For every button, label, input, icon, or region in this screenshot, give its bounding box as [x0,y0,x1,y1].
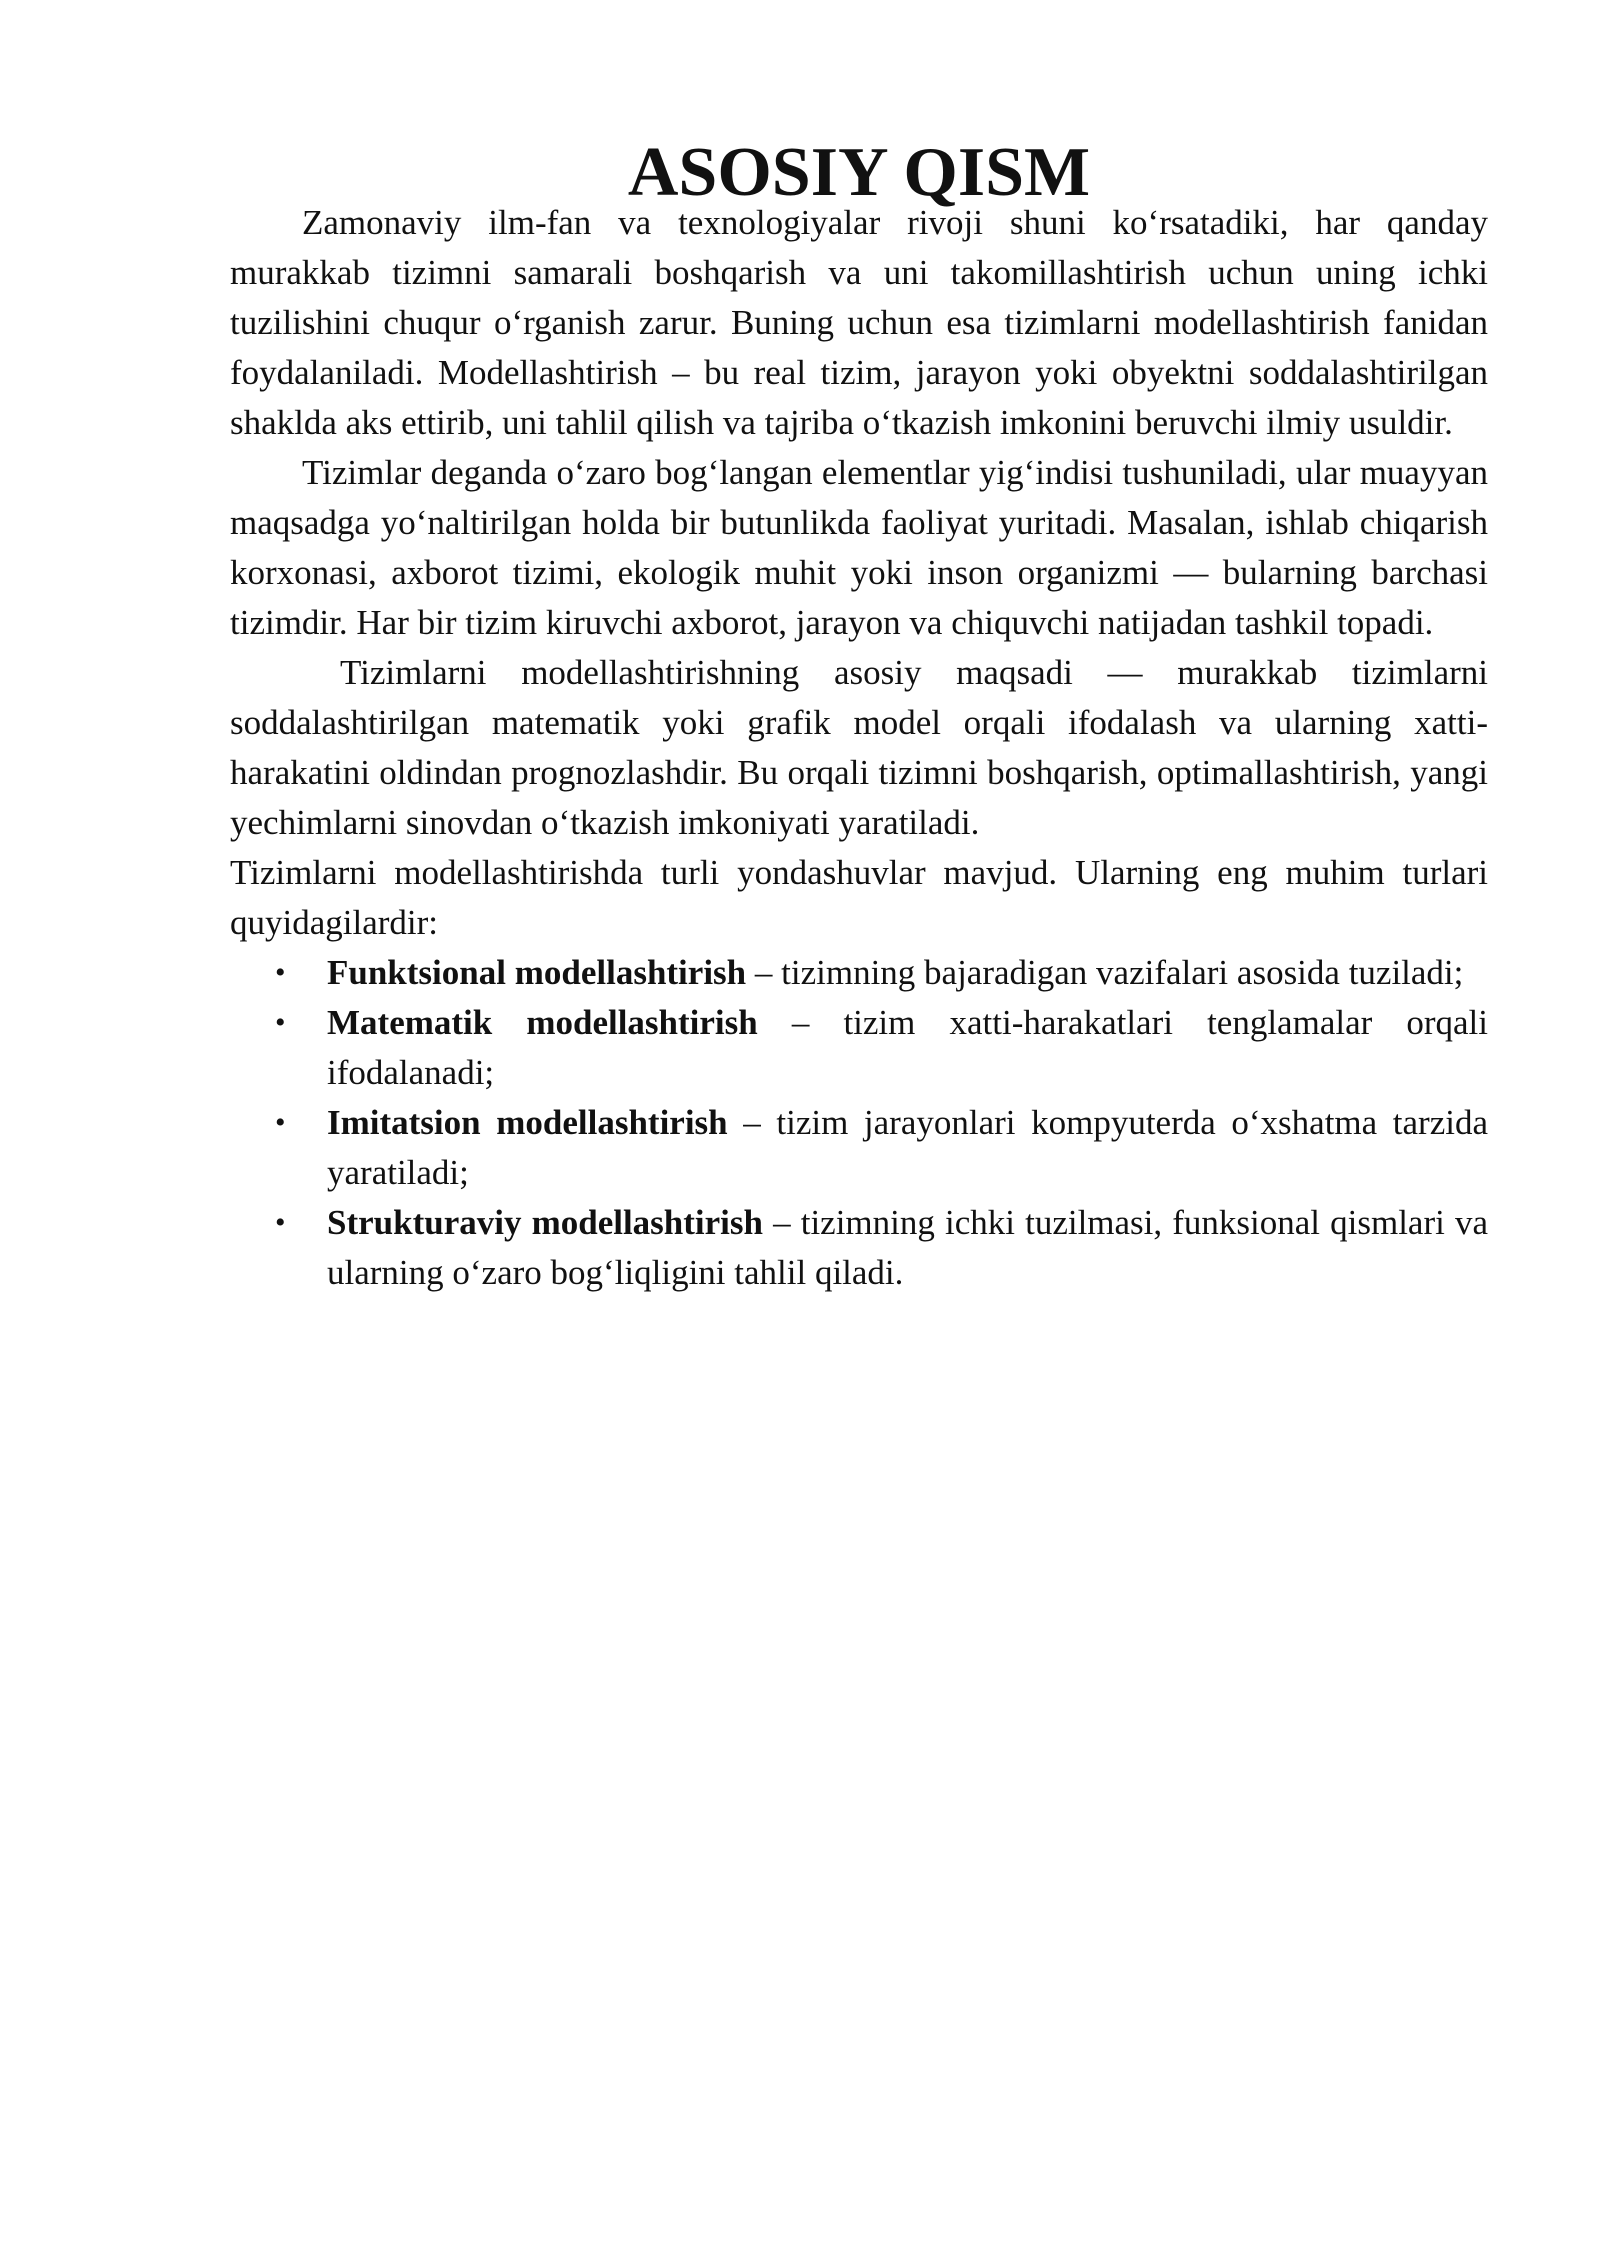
document-page [230,134,1489,1298]
bullet-icon: • [275,956,286,989]
list-item-text: – tizimning ichki tuzilmasi, funksional qismlari va ularning o‘zaro bog‘liqligini tahlil qiladi. [327,1203,1488,1292]
list-item [230,1198,1488,1298]
bullet-icon: • [275,1006,286,1039]
list-item [230,948,1488,998]
list-item-term: Funktsional modellashtirish [327,953,747,992]
paragraph-intro: Zamonaviy ilm-fan va texnologiyalar rivoji shuni ko‘rsatadiki, har qanday murakkab tizimni samarali boshqarish va uni takomillashtirish uchun uning ichki tuzilishini chuqur o‘rganish zarur. Buning uchun esa tizimlarni modellashtirish fanidan foydalaniladi. Modellashtirish – bu real tizim, jarayon yoki obyektni soddalashtirilgan shaklda aks ettirib, uni tahlil qilish va tajriba o‘tkazish imkonini beruvchi ilmiy usuldir. [230,203,1488,442]
paragraph-approaches: Tizimlarni modellashtirishda turli yondashuvlar mavjud. Ularning eng muhim turlari quyidagilardir: [230,853,1488,942]
paragraph-systems: Tizimlar deganda o‘zaro bog‘langan elementlar yig‘indisi tushuniladi, ular muayyan maqsadga yo‘naltirilgan holda bir butunlikda faoliyat yuritadi. Masalan, ishlab chiqarish korxonasi, axborot tizimi, ekologik muhit yoki inson organizmi — bularning barchasi tizimdir. Har bir tizim kiruvchi axborot, jarayon va chiquvchi natijadan tashkil topadi. [230,453,1488,642]
list-item-text: – tizim xatti-harakatlari tenglamalar orqali ifodalanadi; [327,1003,1489,1092]
bullet-icon: • [275,1106,286,1139]
modeling-types-list [230,948,1488,1298]
list-item-term: Strukturaviy modellashtirish [327,1203,763,1242]
document-title: ASOSIY QISM [627,134,1091,211]
list-item-text: – tizim jarayonlari kompyuterda o‘xshatma tarzida yaratiladi; [327,1103,1488,1192]
list-item-term: Matematik modellashtirish [327,1003,758,1042]
bullet-icon: • [275,1206,286,1239]
list-item-term: Imitatsion modellashtirish [327,1103,728,1142]
list-item [230,998,1488,1098]
paragraph-goal: Tizimlarni modellashtirishning asosiy maqsadi — murakkab tizimlarni soddalashtirilgan matematik yoki grafik model orqali ifodalash va ularning xatti-harakatini oldindan prognozlashdir. Bu orqali tizimni boshqarish, optimallashtirish, yangi yechimlarni sinovdan o‘tkazish imkoniyati yaratiladi. [230,653,1488,842]
list-item [230,1098,1488,1198]
list-item-text: – tizimning bajaradigan vazifalari asosida tuziladi; [746,953,1464,992]
